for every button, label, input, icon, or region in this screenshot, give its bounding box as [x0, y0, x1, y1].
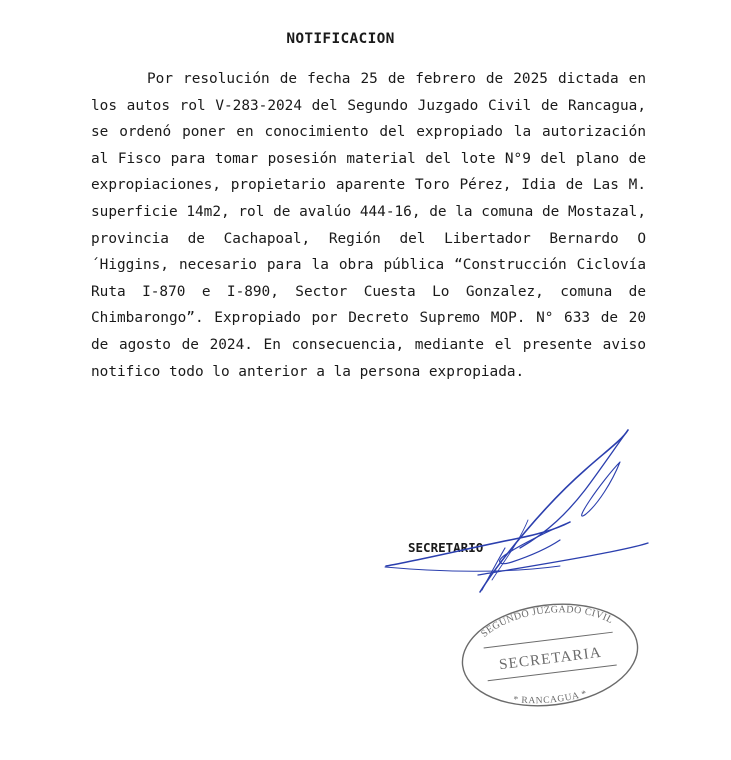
document-title: NOTIFICACION	[286, 31, 395, 47]
svg-text:SEGUNDO JUZGADO CIVIL: SEGUNDO JUZGADO CIVIL	[479, 604, 616, 640]
signatory-label: SECRETARIO	[408, 540, 484, 555]
stamp-center-text: SECRETARIA	[498, 644, 603, 674]
svg-text:* RANCAGUA *: * RANCAGUA *	[512, 689, 589, 707]
notification-body: Por resolución de fecha 25 de febrero de 2025 dictada en los autos rol V-283-2024 del Segundo Juzgado Civil de Rancagua, se ordenó poner en conocimiento del expropiado la autorización al Fisco para tomar posesión material del lote N°9 del plano de expropiaciones, propietario aparente Toro Pérez, Idia de Las M. superficie 14m2, rol de avalúo 444-16, de la comuna de Mostazal, provincia de Cachapoal, Región del Libertador Bernardo O´Higgins, necesario para la obra pública “Construcción Ciclovía Ruta I-870 e I-890, Sector Cuesta Lo Gonzalez, comuna de Chimbarongo”. Expropiado por Decreto Supremo MOP. N° 633 de 20 de agosto de 2024. En consecuencia, mediante el presente aviso notifico todo lo anterior a la persona expropiada.	[91, 71, 646, 380]
court-seal-stamp	[455, 600, 645, 710]
